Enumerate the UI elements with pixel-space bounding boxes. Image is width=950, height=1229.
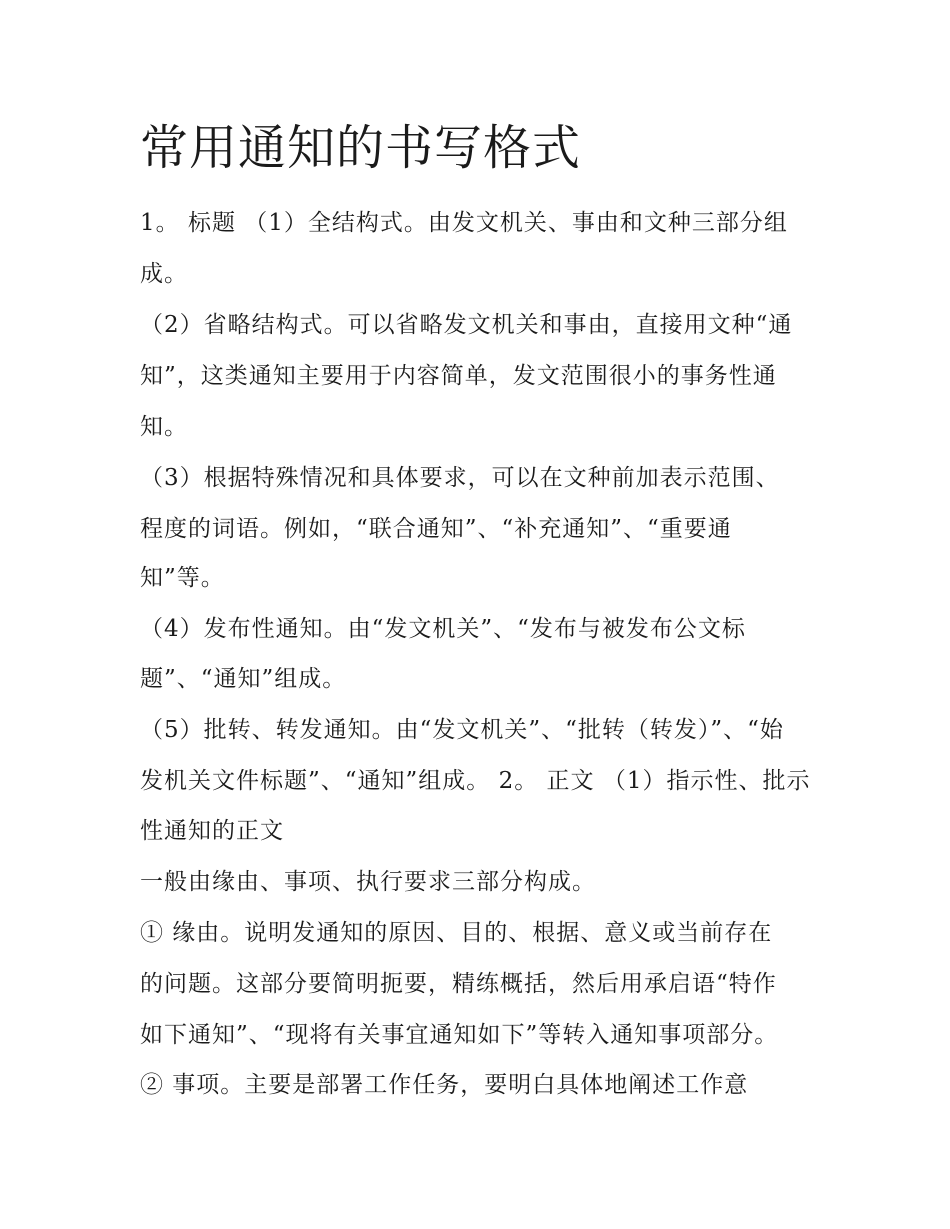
body-line: 性通知的正文 [140,818,284,844]
body-line: 如下通知”、“现将有关事宜通知如下”等转入通知事项部分。 [140,1022,779,1048]
body-line: 1。 标题 （1）全结构式。由发文机关、事由和文种三部分组 [140,210,788,236]
body-line: （4）发布性通知。由“发文机关”、“发布与被发布公文标 [140,616,746,642]
body-line: 题”、“通知”组成。 [140,666,347,692]
body-line: 知”，这类通知主要用于内容简单，发文范围很小的事务性通 [140,363,777,389]
body-line: 的问题。这部分要简明扼要，精练概括，然后用承启语“特作 [140,971,777,997]
body-line: ① 缘由。说明发通知的原因、目的、根据、意义或当前存在 [140,920,773,946]
body-line: 程度的词语。例如，“联合通知”、“补充通知”、“重要通 [140,516,732,542]
body-line: 成。 [140,261,188,287]
document-title: 常用通知的书写格式 [140,120,582,176]
body-line: ② 事项。主要是部署工作任务，要明白具体地阐述工作意 [140,1072,749,1098]
body-line: 发机关文件标题”、“通知”组成。 2。 正文 （1）指示性、批示 [140,768,811,794]
body-line: （2）省略结构式。可以省略发文机关和事由，直接用文种“通 [140,312,793,338]
body-line: （3）根据特殊情况和具体要求，可以在文种前加表示范围、 [140,465,780,491]
body-line: 一般由缘由、事项、执行要求三部分构成。 [140,869,596,895]
body-line: 知。 [140,414,188,440]
body-line: （5）批转、转发通知。由“发文机关”、“批转（转发）”、“始 [140,717,784,743]
body-line: 知”等。 [140,565,225,591]
